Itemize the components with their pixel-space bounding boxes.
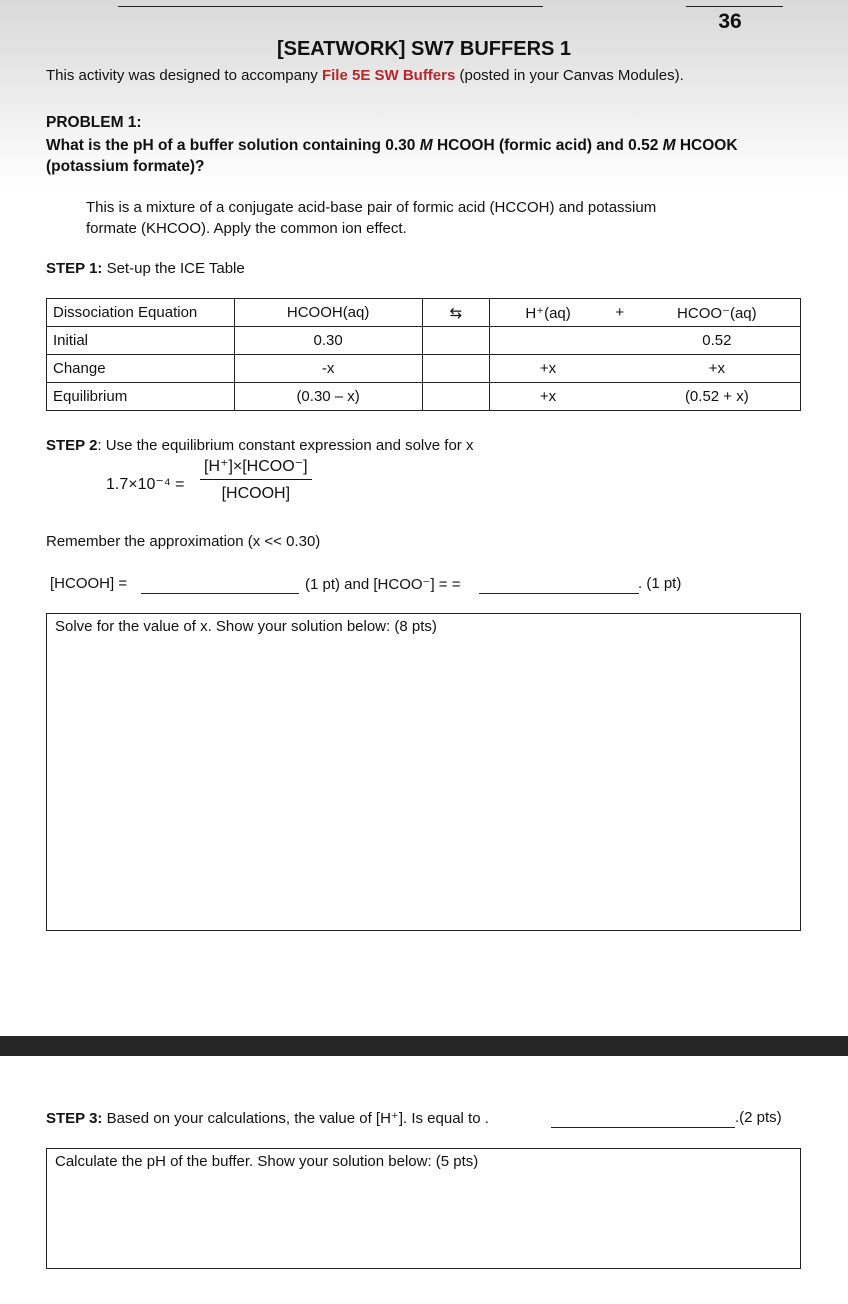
h-plus-answer-blank[interactable]: [551, 1127, 735, 1128]
ph-box-label: Calculate the pH of the buffer. Show your solution below: (5 pts): [55, 1153, 479, 1170]
ice-cell-arrow: [422, 383, 490, 411]
step3-heading: [46, 1109, 489, 1127]
question-part-2: HCOOH (formic acid) and 0.52: [432, 137, 663, 154]
ice-cell-plus: [606, 383, 634, 411]
equilibrium-arrow-icon: ⇆: [422, 299, 490, 327]
ice-cell-acid: (0.30 – x): [234, 383, 422, 411]
problem-explanation: This is a mixture of a conjugate acid-base pair of formic acid (HCCOH) and potassium formate (KHCOO). Apply the common ion effect.: [86, 199, 657, 237]
ice-row-equilibrium: [47, 383, 801, 411]
ice-header-row: [47, 299, 801, 327]
score-blank-line: [686, 6, 783, 7]
ice-cell-arrow: [422, 327, 490, 355]
ice-header-base: HCOO⁻(aq): [634, 299, 801, 327]
problem-heading: PROBLEM 1:: [46, 114, 142, 131]
score-value: 36: [718, 10, 742, 33]
ice-header-acid: HCOOH(aq): [234, 299, 422, 327]
ice-cell-base: +x: [634, 355, 801, 383]
molar-symbol: M: [419, 137, 433, 154]
intro-before: This activity was designed to accompany: [46, 67, 322, 84]
ka-value: 1.7×10⁻⁴ =: [106, 476, 185, 493]
page-divider-bar: [0, 1036, 848, 1056]
ice-header-label: Dissociation Equation: [47, 299, 235, 327]
step2-text: : Use the equilibrium constant expression and solve for x: [97, 437, 474, 454]
fraction-denominator: [HCOOH]: [221, 485, 291, 502]
ice-row-change: [47, 355, 801, 383]
step2-label: STEP 2: [46, 437, 98, 454]
step1-heading: [46, 260, 245, 277]
step1-label: STEP 1:: [46, 260, 103, 277]
page-title: [SEATWORK] SW7 BUFFERS 1: [276, 38, 572, 60]
ice-header-plus: +: [606, 299, 634, 327]
ice-cell-plus: [606, 355, 634, 383]
hcoo-points: . (1 pt): [638, 575, 682, 592]
ice-row-label: Change: [47, 355, 235, 383]
ice-table: [46, 298, 801, 411]
ice-cell-h-plus: +x: [490, 383, 606, 411]
ice-row-initial: [47, 327, 801, 355]
question-part-1: What is the pH of a buffer solution containing 0.30: [46, 137, 420, 154]
ice-cell-h-plus: +x: [490, 355, 606, 383]
ice-cell-acid: -x: [234, 355, 422, 383]
ice-row-label: Equilibrium: [47, 383, 235, 411]
hcoo-answer-blank[interactable]: [479, 593, 639, 594]
ice-cell-arrow: [422, 355, 490, 383]
ice-row-label: Initial: [47, 327, 235, 355]
fraction-numerator: [H⁺]×[HCOO⁻]: [200, 456, 312, 480]
ice-cell-base: 0.52: [634, 327, 801, 355]
step3-text: Based on your calculations, the value of [H⁺]. Is equal to .: [102, 1110, 489, 1127]
question-part-3: HCOOK (potassium formate)?: [46, 137, 738, 175]
ice-header-h-plus: H⁺(aq): [490, 299, 606, 327]
hcooh-label: [HCOOH] =: [50, 575, 128, 592]
ph-answer-box[interactable]: [46, 1148, 801, 1269]
intro-link[interactable]: File 5E SW Buffers: [321, 67, 456, 84]
ice-cell-acid: 0.30: [234, 327, 422, 355]
ice-cell-h-plus: [490, 327, 606, 355]
hcooh-answer-blank[interactable]: [141, 593, 299, 594]
ice-cell-base: (0.52 + x): [634, 383, 801, 411]
equilibrium-fraction: [200, 456, 312, 503]
step3-label: STEP 3:: [46, 1110, 103, 1127]
ice-cell-plus: [606, 327, 634, 355]
step3-points: .(2 pts): [735, 1109, 782, 1126]
step2-heading: [46, 437, 473, 454]
approximation-note: Remember the approximation (x << 0.30): [46, 533, 321, 550]
molar-symbol-2: M: [662, 137, 676, 154]
name-blank-line: [118, 6, 543, 7]
intro-after: (posted in your Canvas Modules).: [455, 67, 684, 84]
intro-text: [46, 67, 684, 84]
step1-text: Set-up the ICE Table: [102, 260, 245, 277]
problem-question: [46, 135, 816, 177]
hcooh-points: (1 pt) and [HCOO⁻] = =: [305, 576, 461, 593]
solve-x-box-label: Solve for the value of x. Show your solution below: (8 pts): [55, 618, 437, 635]
solve-x-answer-box[interactable]: [46, 613, 801, 931]
